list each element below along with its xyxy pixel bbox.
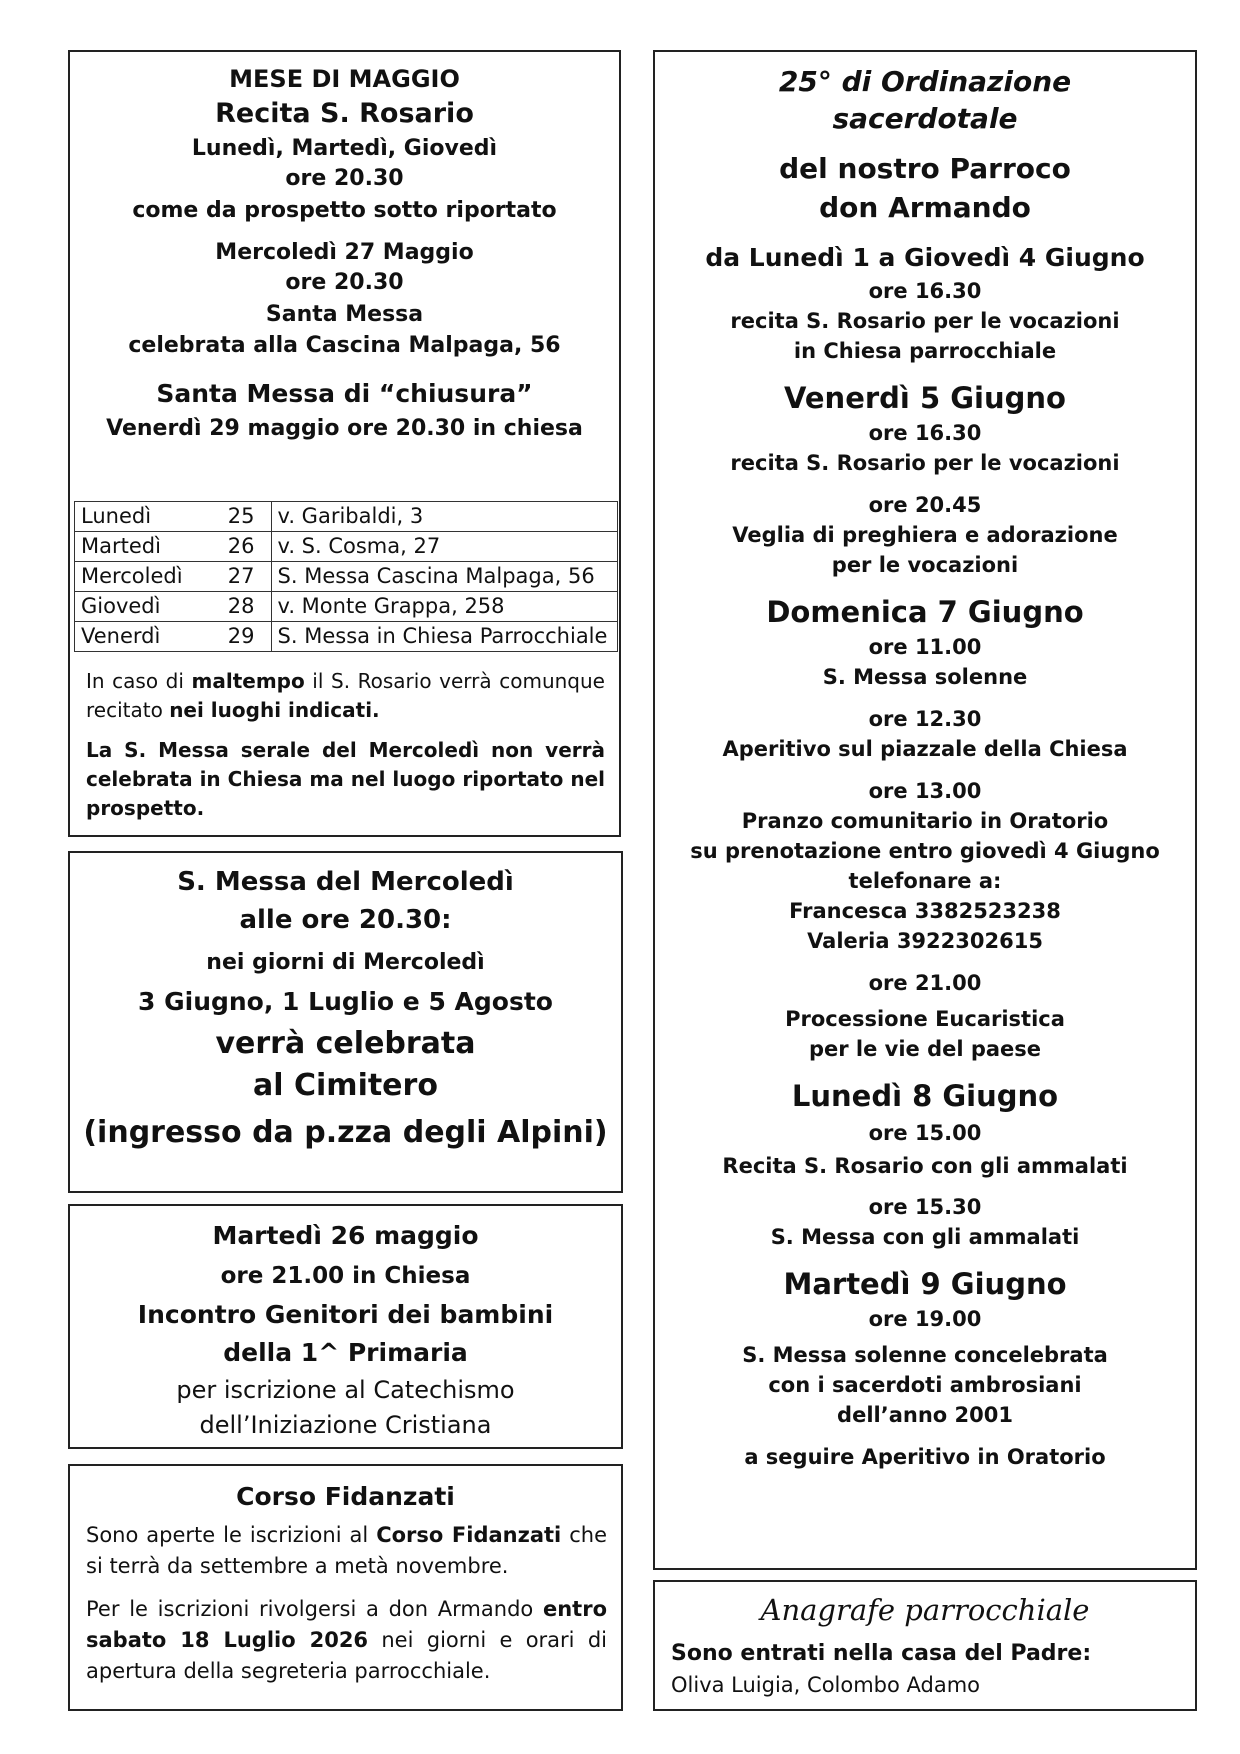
section-3-phone-1: Francesca 3382523238 bbox=[789, 899, 1061, 923]
section-5-heading: Martedì 9 Giugno bbox=[783, 1267, 1067, 1301]
section-2-time-2: ore 20.45 bbox=[868, 493, 982, 517]
section-3-line-2: Aperitivo sul piazzale della Chiesa bbox=[722, 737, 1128, 761]
meeting-class: della 1^ Primaria bbox=[223, 1338, 468, 1367]
section-3-line-3: Pranzo comunitario in Oratorio bbox=[741, 809, 1109, 833]
schedule-date: 28 bbox=[189, 592, 272, 622]
section-5-line-3: dell’anno 2001 bbox=[837, 1403, 1013, 1427]
section-2-line-3: per le vocazioni bbox=[831, 553, 1019, 577]
wednesday-place: celebrata alla Cascina Malpaga, 56 bbox=[128, 333, 561, 358]
meeting-time: ore 21.00 in Chiesa bbox=[220, 1263, 471, 1289]
schedule-day: Mercoledì bbox=[75, 562, 189, 592]
schedule-day: Giovedì bbox=[75, 592, 189, 622]
closing-mass-title: Santa Messa di “chiusura” bbox=[156, 379, 533, 408]
schedule-place: v. Monte Grappa, 258 bbox=[271, 592, 617, 622]
anniversary-sub-1: del nostro Parroco bbox=[779, 152, 1071, 185]
anniversary-title-1: 25° di Ordinazione bbox=[778, 65, 1072, 98]
section-3-time-4: ore 21.00 bbox=[868, 971, 982, 995]
course-p2-text: Per le iscrizioni rivolgersi a don Armando bbox=[86, 1597, 543, 1621]
cemetery-line-2: alle ore 20.30: bbox=[239, 905, 452, 935]
schedule-date: 26 bbox=[189, 532, 272, 562]
section-5-line-4: a seguire Aperitivo in Oratorio bbox=[744, 1445, 1106, 1469]
course-paragraph-2 bbox=[86, 1594, 607, 1687]
bad-weather-bold: maltempo bbox=[191, 669, 305, 693]
rosario-time: ore 20.30 bbox=[285, 166, 404, 191]
cemetery-line-1: S. Messa del Mercoledì bbox=[177, 867, 514, 897]
section-3-line-5: telefonare a: bbox=[848, 869, 1002, 893]
section-4-heading: Lunedì 8 Giugno bbox=[791, 1079, 1059, 1113]
meeting-purpose: per iscrizione al Catechismo bbox=[176, 1376, 515, 1404]
section-4-line-1: Recita S. Rosario con gli ammalati bbox=[722, 1154, 1128, 1178]
course-p1-text-2: che si terrà da settembre a metà novembre. bbox=[86, 1523, 608, 1578]
rosario-days: Lunedì, Martedì, Giovedì bbox=[191, 136, 498, 161]
anniversary-sub-2: don Armando bbox=[819, 191, 1031, 224]
section-3-time-1: ore 11.00 bbox=[868, 635, 982, 659]
evening-mass-note: La S. Messa serale del Mercoledì non verrà celebrata in Chiesa ma nel luogo riportato nel prospetto. bbox=[86, 738, 605, 820]
table-row bbox=[75, 562, 618, 592]
meeting-purpose-2: dell’Iniziazione Cristiana bbox=[199, 1411, 492, 1439]
schedule-place: v. S. Cosma, 27 bbox=[271, 532, 617, 562]
section-3-line-8: Processione Eucaristica bbox=[785, 1007, 1065, 1031]
course-p1-text: Sono aperte le iscrizioni al bbox=[86, 1523, 377, 1547]
section-2-line-1: recita S. Rosario per le vocazioni bbox=[730, 451, 1120, 475]
section-5-time: ore 19.00 bbox=[868, 1307, 982, 1331]
section-3-time-3: ore 13.00 bbox=[868, 779, 982, 803]
section-2-heading: Venerdì 5 Giugno bbox=[784, 381, 1066, 415]
section-1-time: ore 16.30 bbox=[868, 279, 982, 303]
section-4-time-1: ore 15.00 bbox=[868, 1121, 982, 1145]
cemetery-mass-box bbox=[68, 851, 623, 1193]
schedule-place: v. Garibaldi, 3 bbox=[271, 502, 617, 532]
course-p2-text-2: nei giorni e orari di apertura della segreteria parrocchiale. bbox=[86, 1628, 607, 1683]
registry-heading: Sono entrati nella casa del Padre: bbox=[671, 1641, 1092, 1666]
section-3-line-1: S. Messa solenne bbox=[822, 665, 1028, 689]
schedule-date: 25 bbox=[189, 502, 272, 532]
cemetery-line-3: nei giorni di Mercoledì bbox=[206, 950, 485, 975]
section-3-heading: Domenica 7 Giugno bbox=[766, 595, 1084, 629]
parents-meeting-box bbox=[68, 1204, 623, 1449]
registry-names: Oliva Luigia, Colombo Adamo bbox=[671, 1673, 981, 1697]
bad-weather-bold-2: nei luoghi indicati. bbox=[169, 698, 380, 722]
section-3-phone-2: Valeria 3922302615 bbox=[807, 929, 1043, 953]
schedule-day: Martedì bbox=[75, 532, 189, 562]
section-1-line-2: in Chiesa parrocchiale bbox=[793, 339, 1057, 363]
cemetery-line-5: verrà celebrata bbox=[215, 1026, 476, 1061]
rosario-title: Recita S. Rosario bbox=[215, 98, 474, 129]
section-3-line-4: su prenotazione entro giovedì 4 Giugno bbox=[690, 839, 1160, 863]
section-2-time-1: ore 16.30 bbox=[868, 421, 982, 445]
table-row bbox=[75, 592, 618, 622]
section-5-line-1: S. Messa solenne concelebrata bbox=[742, 1343, 1108, 1367]
cemetery-line-7: (ingresso da p.zza degli Alpini) bbox=[83, 1115, 608, 1150]
anniversary-title-2: sacerdotale bbox=[832, 102, 1018, 135]
meeting-title: Incontro Genitori dei bambini bbox=[137, 1300, 554, 1329]
course-title: Corso Fidanzati bbox=[236, 1482, 455, 1511]
section-2-line-2: Veglia di preghiera e adorazione bbox=[732, 523, 1118, 547]
section-4-time-2: ore 15.30 bbox=[868, 1195, 982, 1219]
table-row bbox=[75, 502, 618, 532]
bad-weather-note bbox=[86, 667, 605, 725]
schedule-day: Lunedì bbox=[75, 502, 189, 532]
section-1-heading: da Lunedì 1 a Giovedì 4 Giugno bbox=[705, 243, 1145, 272]
schedule-day: Venerdì bbox=[75, 622, 189, 652]
meeting-date: Martedì 26 maggio bbox=[212, 1221, 479, 1250]
registry-title: Anagrafe parrocchiale bbox=[760, 1593, 1090, 1627]
wednesday-time: ore 20.30 bbox=[285, 270, 404, 295]
schedule-date: 27 bbox=[189, 562, 272, 592]
section-3-time-2: ore 12.30 bbox=[868, 707, 982, 731]
table-row bbox=[75, 622, 618, 652]
section-3-line-9: per le vie del paese bbox=[808, 1037, 1042, 1061]
table-row bbox=[75, 532, 618, 562]
cemetery-line-6: al Cimitero bbox=[253, 1068, 438, 1103]
bad-weather-text: In caso di bbox=[86, 669, 192, 693]
course-p2-bold: entro sabato 18 Luglio 2026 bbox=[86, 1597, 607, 1652]
section-1-line-1: recita S. Rosario per le vocazioni bbox=[730, 309, 1120, 333]
schedule-place: S. Messa Cascina Malpaga, 56 bbox=[271, 562, 617, 592]
course-paragraph-1 bbox=[86, 1520, 607, 1582]
wednesday-event: Santa Messa bbox=[265, 302, 424, 327]
bad-weather-text-2: il S. Rosario verrà comunque recitato bbox=[86, 669, 605, 722]
closing-mass-info: Venerdì 29 maggio ore 20.30 in chiesa bbox=[106, 416, 583, 441]
parish-registry-box bbox=[653, 1580, 1197, 1711]
rosario-note: come da prospetto sotto riportato bbox=[132, 198, 557, 223]
cemetery-line-4: 3 Giugno, 1 Luglio e 5 Agosto bbox=[138, 987, 553, 1016]
may-title: MESE DI MAGGIO bbox=[229, 65, 460, 93]
section-4-line-2: S. Messa con gli ammalati bbox=[770, 1225, 1080, 1249]
course-p1-bold: Corso Fidanzati bbox=[376, 1523, 562, 1547]
schedule-date: 29 bbox=[189, 622, 272, 652]
schedule-place: S. Messa in Chiesa Parrocchiale bbox=[271, 622, 617, 652]
ordination-anniversary-box bbox=[653, 50, 1197, 1570]
rosary-schedule-table bbox=[74, 501, 618, 652]
engaged-course-box bbox=[68, 1464, 623, 1711]
section-5-line-2: con i sacerdoti ambrosiani bbox=[768, 1373, 1082, 1397]
may-month-box bbox=[68, 50, 621, 837]
wednesday-date: Mercoledì 27 Maggio bbox=[215, 240, 474, 265]
